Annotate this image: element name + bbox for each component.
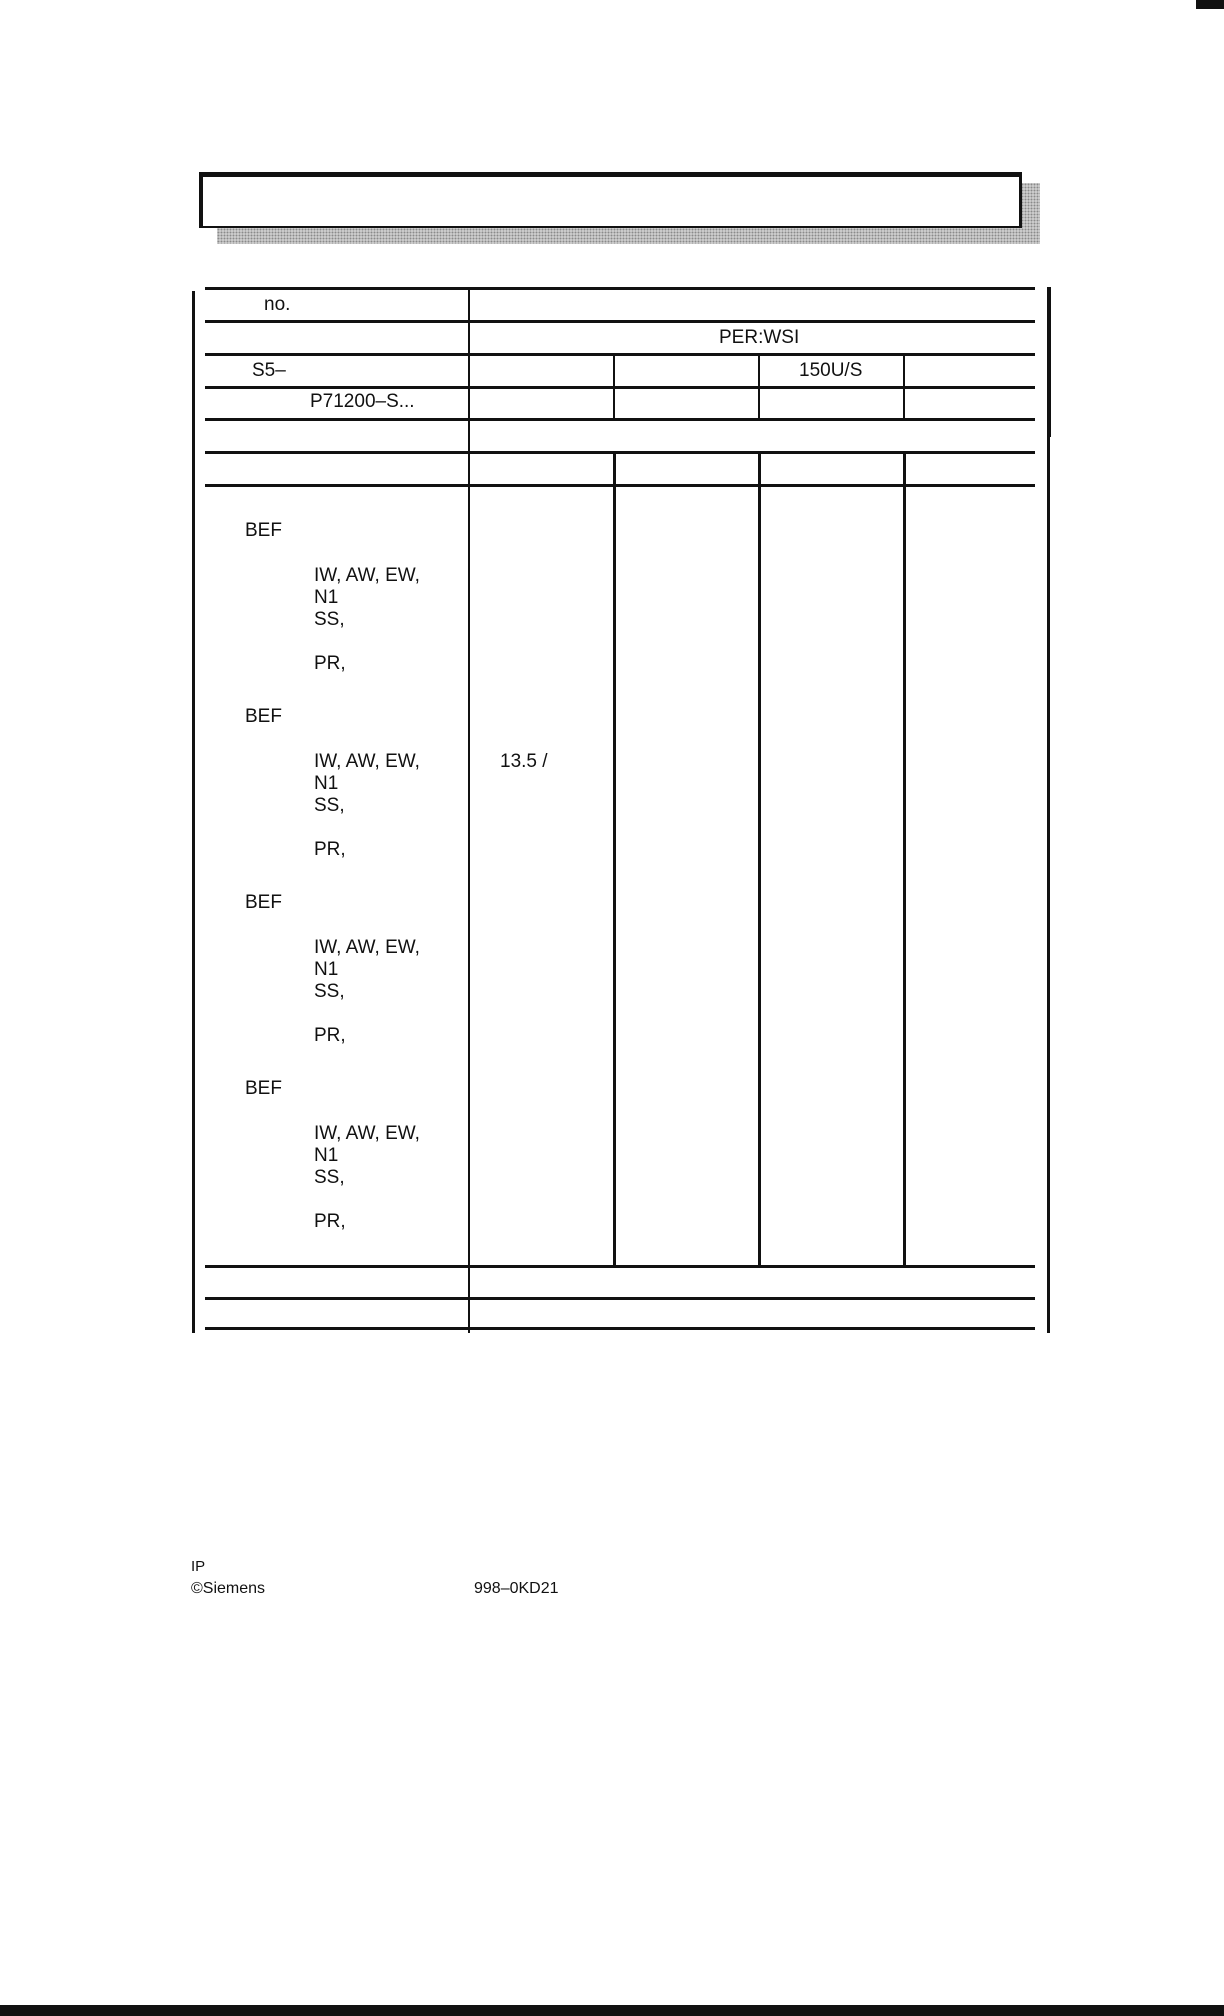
group-line: SS, [314, 1167, 345, 1188]
title-box [199, 172, 1022, 228]
footer-copyright: ©Siemens [191, 1580, 266, 1597]
row-p7-label: P71200–S... [310, 391, 415, 412]
table-right-border [1047, 287, 1050, 1333]
row-rule [205, 353, 1035, 356]
group-line: SS, [314, 609, 345, 630]
row-s5-col3: 150U/S [799, 360, 863, 381]
row-rule [205, 418, 1035, 421]
row-s5-label: S5– [252, 360, 286, 381]
bef-label: BEF [245, 1078, 282, 1099]
group-line: N1 [314, 587, 339, 608]
row-rule [205, 1265, 1035, 1268]
bef-label: BEF [245, 520, 282, 541]
group-line: IW, AW, EW, [314, 937, 420, 958]
corner-registration-mark [1196, 0, 1224, 9]
sub-column-divider [758, 451, 761, 1267]
row-rule [205, 451, 1035, 454]
footer-order-number: 998–0KD21 [474, 1580, 559, 1597]
bottom-edge-bar [0, 2005, 1224, 2016]
row-rule [205, 1297, 1035, 1300]
row-rule [205, 287, 1035, 290]
sub-column-divider [903, 451, 906, 1267]
group-line: N1 [314, 773, 339, 794]
footer-ip: IP [191, 1558, 206, 1575]
group-line: PR, [314, 1025, 346, 1046]
group-line: N1 [314, 1145, 339, 1166]
table-left-border [192, 291, 195, 1333]
group-line: N1 [314, 959, 339, 980]
group-value: 13.5 / [500, 751, 548, 772]
group-line: SS, [314, 981, 345, 1002]
row-wsi-value: PER:WSI [719, 327, 800, 348]
column-divider [468, 287, 470, 1333]
group-line: IW, AW, EW, [314, 1123, 420, 1144]
row-no-label: no. [264, 294, 291, 315]
sub-column-divider [613, 451, 616, 1267]
bef-label: BEF [245, 892, 282, 913]
group-line: SS, [314, 795, 345, 816]
group-line: PR, [314, 653, 346, 674]
group-line: PR, [314, 1211, 346, 1232]
group-line: PR, [314, 839, 346, 860]
group-line: IW, AW, EW, [314, 565, 420, 586]
group-line: IW, AW, EW, [314, 751, 420, 772]
bef-label: BEF [245, 706, 282, 727]
table-right-border-thick [1047, 287, 1051, 437]
row-rule [205, 484, 1035, 487]
sub-column-divider [758, 353, 760, 419]
row-rule [205, 320, 1035, 323]
sub-column-divider [903, 353, 905, 419]
row-rule [205, 1327, 1035, 1330]
row-rule [205, 386, 1035, 389]
sub-column-divider [613, 353, 615, 419]
